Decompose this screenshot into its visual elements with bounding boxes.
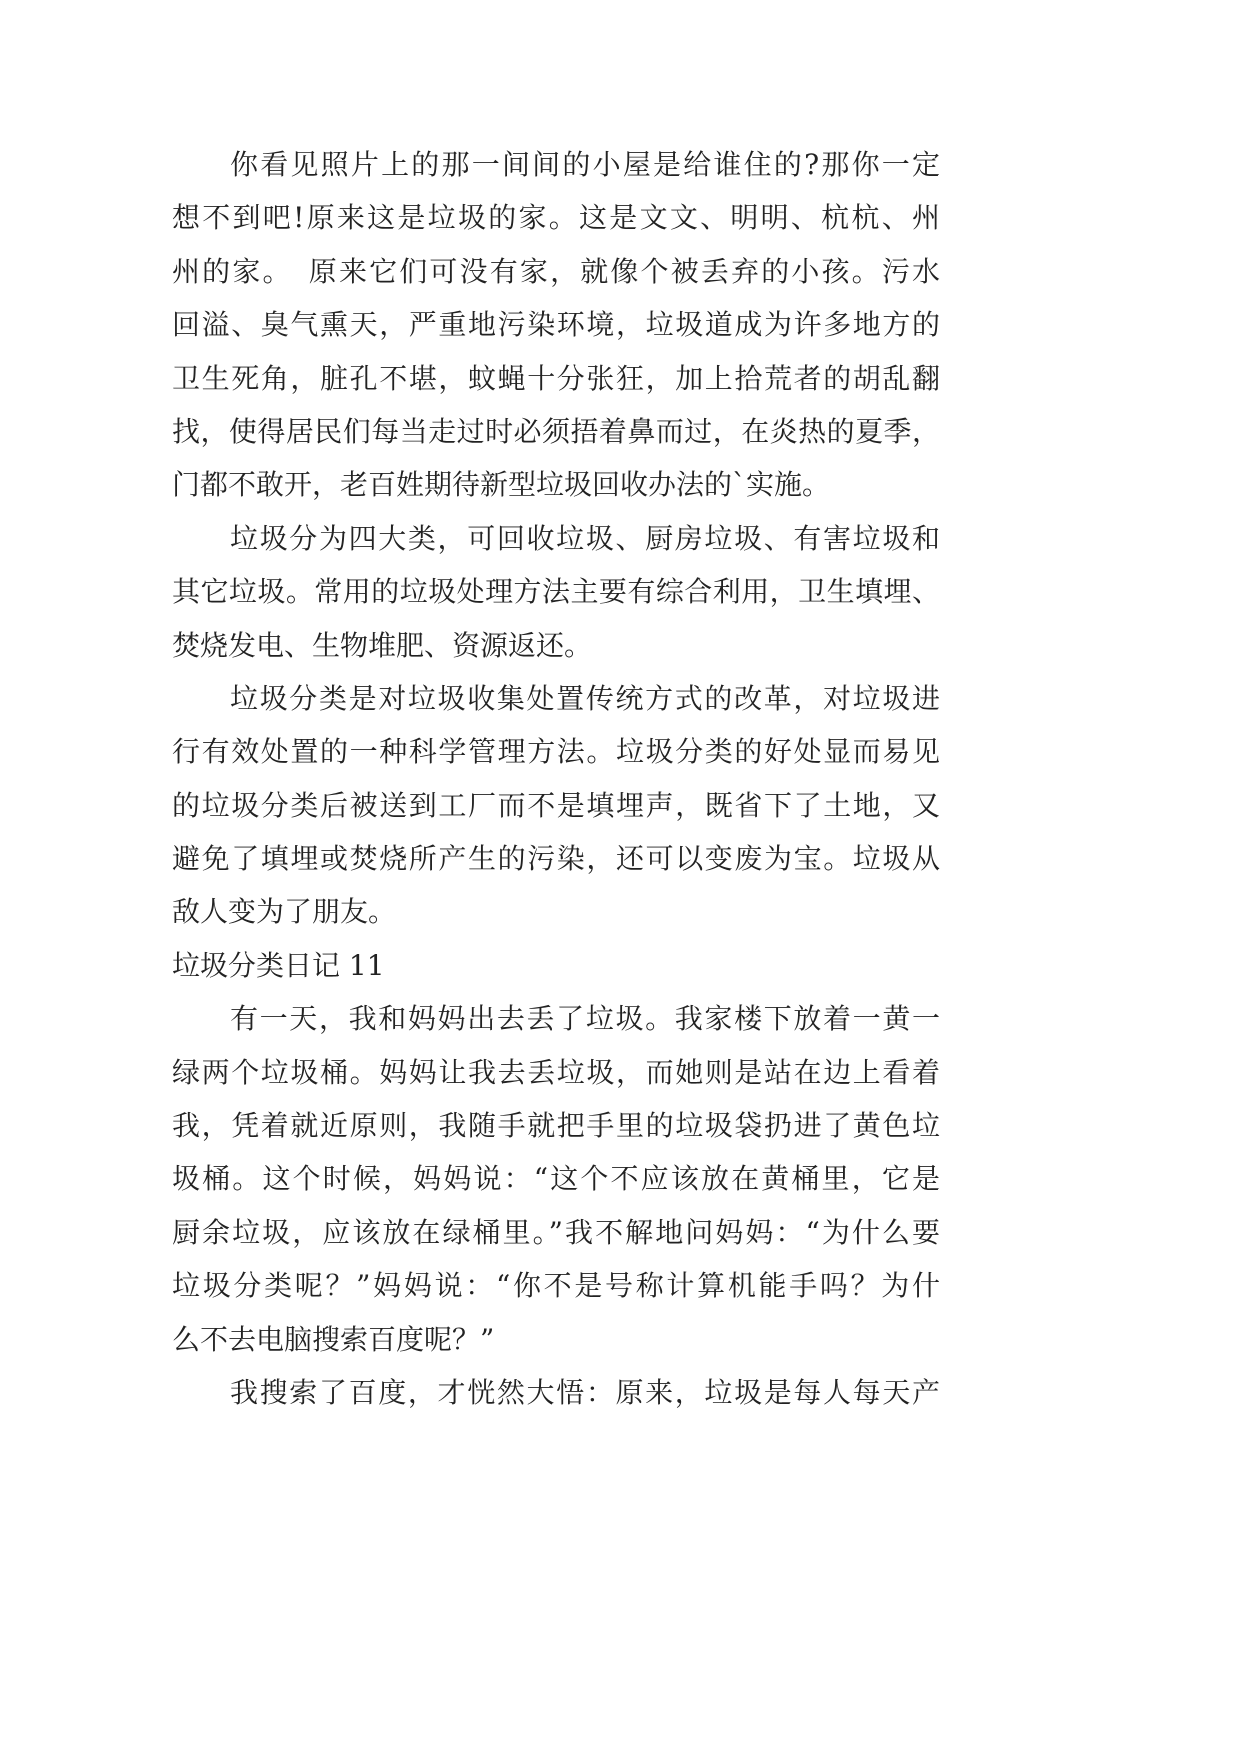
- paragraph: [172, 992, 940, 1366]
- text-line: 敌人变为了朋友。: [172, 895, 397, 929]
- text-column: [172, 138, 940, 1419]
- text-line: 么不去电脑搜索百度呢？”: [172, 1322, 495, 1356]
- paragraph: [172, 138, 940, 512]
- text-line: 州的家。 原来它们可没有家，就像个被丢弃的小孩。污水: [172, 254, 940, 288]
- text-line: 我搜索了百度，才恍然大悟：原来，垃圾是每人每天产: [230, 1375, 940, 1409]
- text-line: 绿两个垃圾桶。妈妈让我去丢垃圾，而她则是站在边上看着: [172, 1055, 940, 1089]
- text-line: 避免了填埋或焚烧所产生的污染，还可以变废为宝。垃圾从: [172, 842, 940, 876]
- text-line: 垃圾分类呢？”妈妈说：“你不是号称计算机能手吗？为什: [172, 1269, 940, 1303]
- text-line: 回溢、臭气熏天，严重地污染环境，垃圾道成为许多地方的: [172, 308, 940, 342]
- text-line: 你看见照片上的那一间间的小屋是给谁住的?那你一定: [230, 148, 940, 181]
- text-line: 垃圾分类是对垃圾收集处置传统方式的改革，对垃圾进: [230, 681, 940, 715]
- text-line: 行有效处置的一种科学管理方法。垃圾分类的好处显而易见: [172, 735, 940, 769]
- text-line: 的垃圾分类后被送到工厂而不是填埋声，既省下了土地，又: [172, 788, 940, 822]
- paragraph: [172, 1366, 940, 1419]
- text-line: 厨余垃圾，应该放在绿桶里。”我不解地问妈妈：“为什么要: [172, 1215, 940, 1249]
- section-title: 垃圾分类日记 11: [172, 948, 385, 982]
- paragraph: [172, 512, 940, 672]
- text-line: 找，使得居民们每当走过时必须捂着鼻而过，在炎热的夏季，: [172, 414, 940, 448]
- text-line: 垃圾分为四大类，可回收垃圾、厨房垃圾、有害垃圾和: [230, 521, 940, 555]
- text-line: 想不到吧!原来这是垃圾的家。这是文文、明明、杭杭、州: [172, 201, 940, 235]
- text-line: 焚烧发电、生物堆肥、资源返还。: [172, 628, 593, 662]
- paragraph: [172, 672, 940, 939]
- text-line: 门都不敢开，老百姓期待新型垃圾回收办法的`实施。: [172, 468, 831, 502]
- text-line: 圾桶。这个时候，妈妈说：“这个不应该放在黄桶里，它是: [172, 1162, 940, 1196]
- text-line: 卫生死角，脏孔不堪，蚊蝇十分张狂，加上拾荒者的胡乱翻: [172, 361, 940, 395]
- text-line: 其它垃圾。常用的垃圾处理方法主要有综合利用，卫生填埋、: [172, 575, 940, 609]
- text-line: 有一天，我和妈妈出去丢了垃圾。我家楼下放着一黄一: [230, 1002, 940, 1036]
- text-line: 我，凭着就近原则，我随手就把手里的垃圾袋扔进了黄色垃: [172, 1109, 940, 1143]
